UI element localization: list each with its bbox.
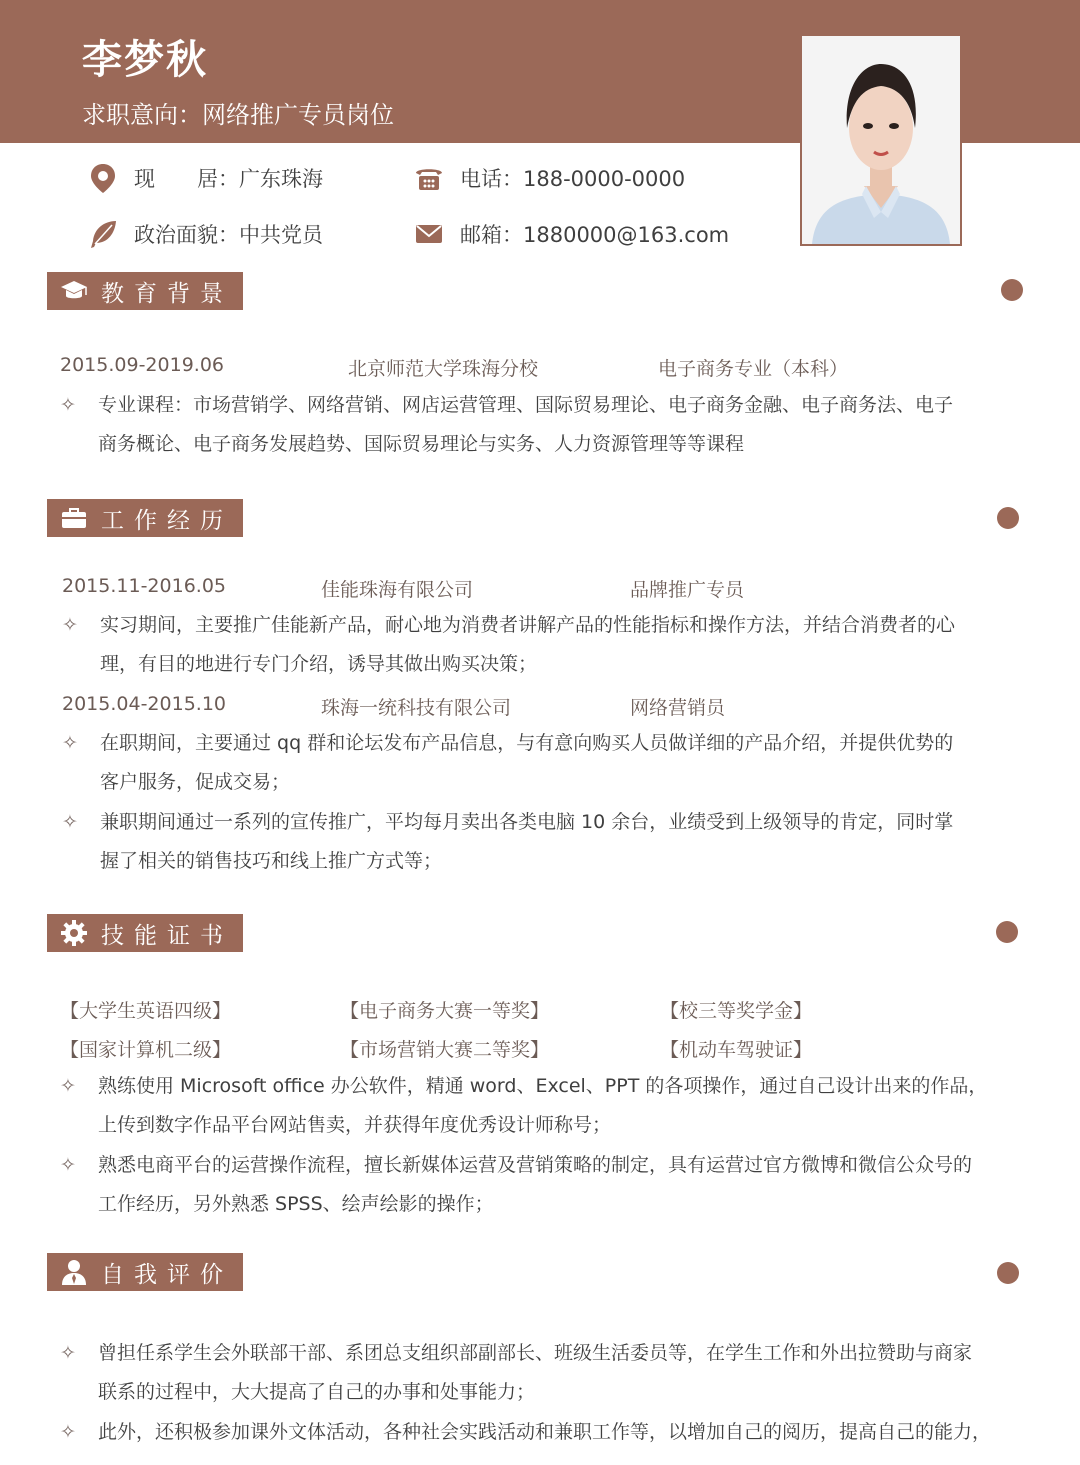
bullet-line: 熟悉电商平台的运营操作流程，擅长新媒体运营及营销策略的制定，具有运营过官方微博和微信公众号的 xyxy=(98,1154,973,1176)
candidate-name: 李梦秋 xyxy=(82,37,208,83)
cert-item: 【机动车驾驶证】 xyxy=(660,1039,813,1061)
section-title: 技能证书 xyxy=(101,922,233,949)
section-header-work xyxy=(47,499,243,537)
telephone-icon xyxy=(412,161,446,195)
section-header-self xyxy=(47,1253,243,1291)
location-pin-icon xyxy=(86,161,120,195)
politics-text: 政治面貌：中共党员 xyxy=(134,223,323,247)
bullet-star-icon: ✧ xyxy=(62,732,78,754)
self-bullet xyxy=(60,1334,1018,1412)
section-dot xyxy=(996,921,1018,943)
info-politics xyxy=(86,217,323,251)
info-email xyxy=(412,217,729,251)
section-dot xyxy=(997,507,1019,529)
work-bullet xyxy=(62,724,1020,802)
phone-text: 电话：188-0000-0000 xyxy=(460,167,686,191)
bullet-line: 上传到数字作品平台网站售卖，并获得年度优秀设计师称号； xyxy=(98,1114,612,1136)
profile-photo xyxy=(800,34,962,246)
skills-bullet xyxy=(60,1067,1018,1145)
work-role: 网络营销员 xyxy=(630,697,726,719)
work-company: 佳能珠海有限公司 xyxy=(321,579,474,601)
job-intent: 求职意向：网络推广专员岗位 xyxy=(82,101,394,129)
section-header-education xyxy=(47,272,243,310)
bullet-line: 工作经历，另外熟悉 SPSS、绘声绘影的操作； xyxy=(98,1193,494,1215)
graduation-cap-icon xyxy=(59,276,89,306)
section-dot xyxy=(1001,279,1023,301)
cert-item: 【电子商务大赛一等奖】 xyxy=(340,1000,550,1022)
location-text: 现 居：广东珠海 xyxy=(134,167,323,191)
bullet-line: 在职期间，主要通过 qq 群和论坛发布产品信息，与有意向购买人员做详细的产品介绍，并提供优势的 xyxy=(100,732,954,754)
info-location xyxy=(86,161,323,195)
section-title: 工作经历 xyxy=(101,507,233,534)
bullet-star-icon: ✧ xyxy=(60,1421,76,1443)
bullet-star-icon: ✧ xyxy=(60,394,76,416)
bullet-star-icon: ✧ xyxy=(62,811,78,833)
cert-item: 【市场营销大赛二等奖】 xyxy=(340,1039,550,1061)
envelope-icon xyxy=(412,217,446,251)
bullet-line: 此外，还积极参加课外文体活动，各种社会实践活动和兼职工作等，以增加自己的阅历，提高自己的能力， xyxy=(98,1421,992,1443)
section-title: 自我评价 xyxy=(101,1261,233,1288)
bullet-star-icon: ✧ xyxy=(60,1154,76,1176)
bullet-line: 实习期间，主要推广佳能新产品，耐心地为消费者讲解产品的性能指标和操作方法，并结合消费者的心 xyxy=(100,614,956,636)
bullet-line: 握了相关的销售技巧和线上推广方式等； xyxy=(100,850,443,872)
bullet-line: 兼职期间通过一系列的宣传推广，平均每月卖出各类电脑 10 余台，业绩受到上级领导的肯定，同时掌 xyxy=(100,811,954,833)
bullet-line: 曾担任系学生会外联部干部、系团总支组织部副部长、班级生活委员等，在学生工作和外出拉赞助与商家 xyxy=(98,1342,973,1364)
bullet-star-icon: ✧ xyxy=(60,1342,76,1364)
bullet-line: 联系的过程中，大大提高了自己的办事和处事能力； xyxy=(98,1381,536,1403)
bullet-line: 商务概论、电子商务发展趋势、国际贸易理论与实务、人力资源管理等等课程 xyxy=(98,433,745,455)
gear-icon xyxy=(59,918,89,948)
section-dot xyxy=(997,1262,1019,1284)
edu-date: 2015.09-2019.06 xyxy=(60,354,224,376)
work-company: 珠海一统科技有限公司 xyxy=(321,697,512,719)
edu-major: 电子商务专业（本科） xyxy=(658,358,849,380)
info-phone xyxy=(412,161,685,195)
cert-item: 【国家计算机二级】 xyxy=(60,1039,232,1061)
section-title: 教育背景 xyxy=(101,280,233,307)
self-bullet xyxy=(60,1413,1018,1452)
bullet-star-icon: ✧ xyxy=(62,614,78,636)
edu-bullet xyxy=(60,386,1018,464)
work-bullet xyxy=(62,606,1020,684)
cert-item: 【大学生英语四级】 xyxy=(60,1000,232,1022)
bullet-line: 专业课程：市场营销学、网络营销、网店运营管理、国际贸易理论、电子商务金融、电子商务法、电子 xyxy=(98,394,954,416)
skills-bullet xyxy=(60,1146,1018,1224)
portrait-illustration xyxy=(802,36,960,244)
cert-item: 【校三等奖学金】 xyxy=(660,1000,813,1022)
work-date: 2015.11-2016.05 xyxy=(62,575,226,597)
work-date: 2015.04-2015.10 xyxy=(62,693,226,715)
briefcase-icon xyxy=(59,503,89,533)
bullet-line: 熟练使用 Microsoft office 办公软件，精通 word、Excel、PPT 的各项操作，通过自己设计出来的作品， xyxy=(98,1075,988,1097)
section-header-skills xyxy=(47,914,243,952)
bullet-line: 客户服务，促成交易； xyxy=(100,771,291,793)
email-text: 邮箱：1880000@163.com xyxy=(460,223,730,247)
bullet-star-icon: ✧ xyxy=(60,1075,76,1097)
bullet-line: 理，有目的地进行专门介绍，诱导其做出购买决策； xyxy=(100,653,538,675)
feather-leaf-icon xyxy=(86,217,120,251)
person-icon xyxy=(59,1257,89,1287)
work-role: 品牌推广专员 xyxy=(630,579,745,601)
edu-school: 北京师范大学珠海分校 xyxy=(348,358,539,380)
work-bullet xyxy=(62,803,1020,881)
